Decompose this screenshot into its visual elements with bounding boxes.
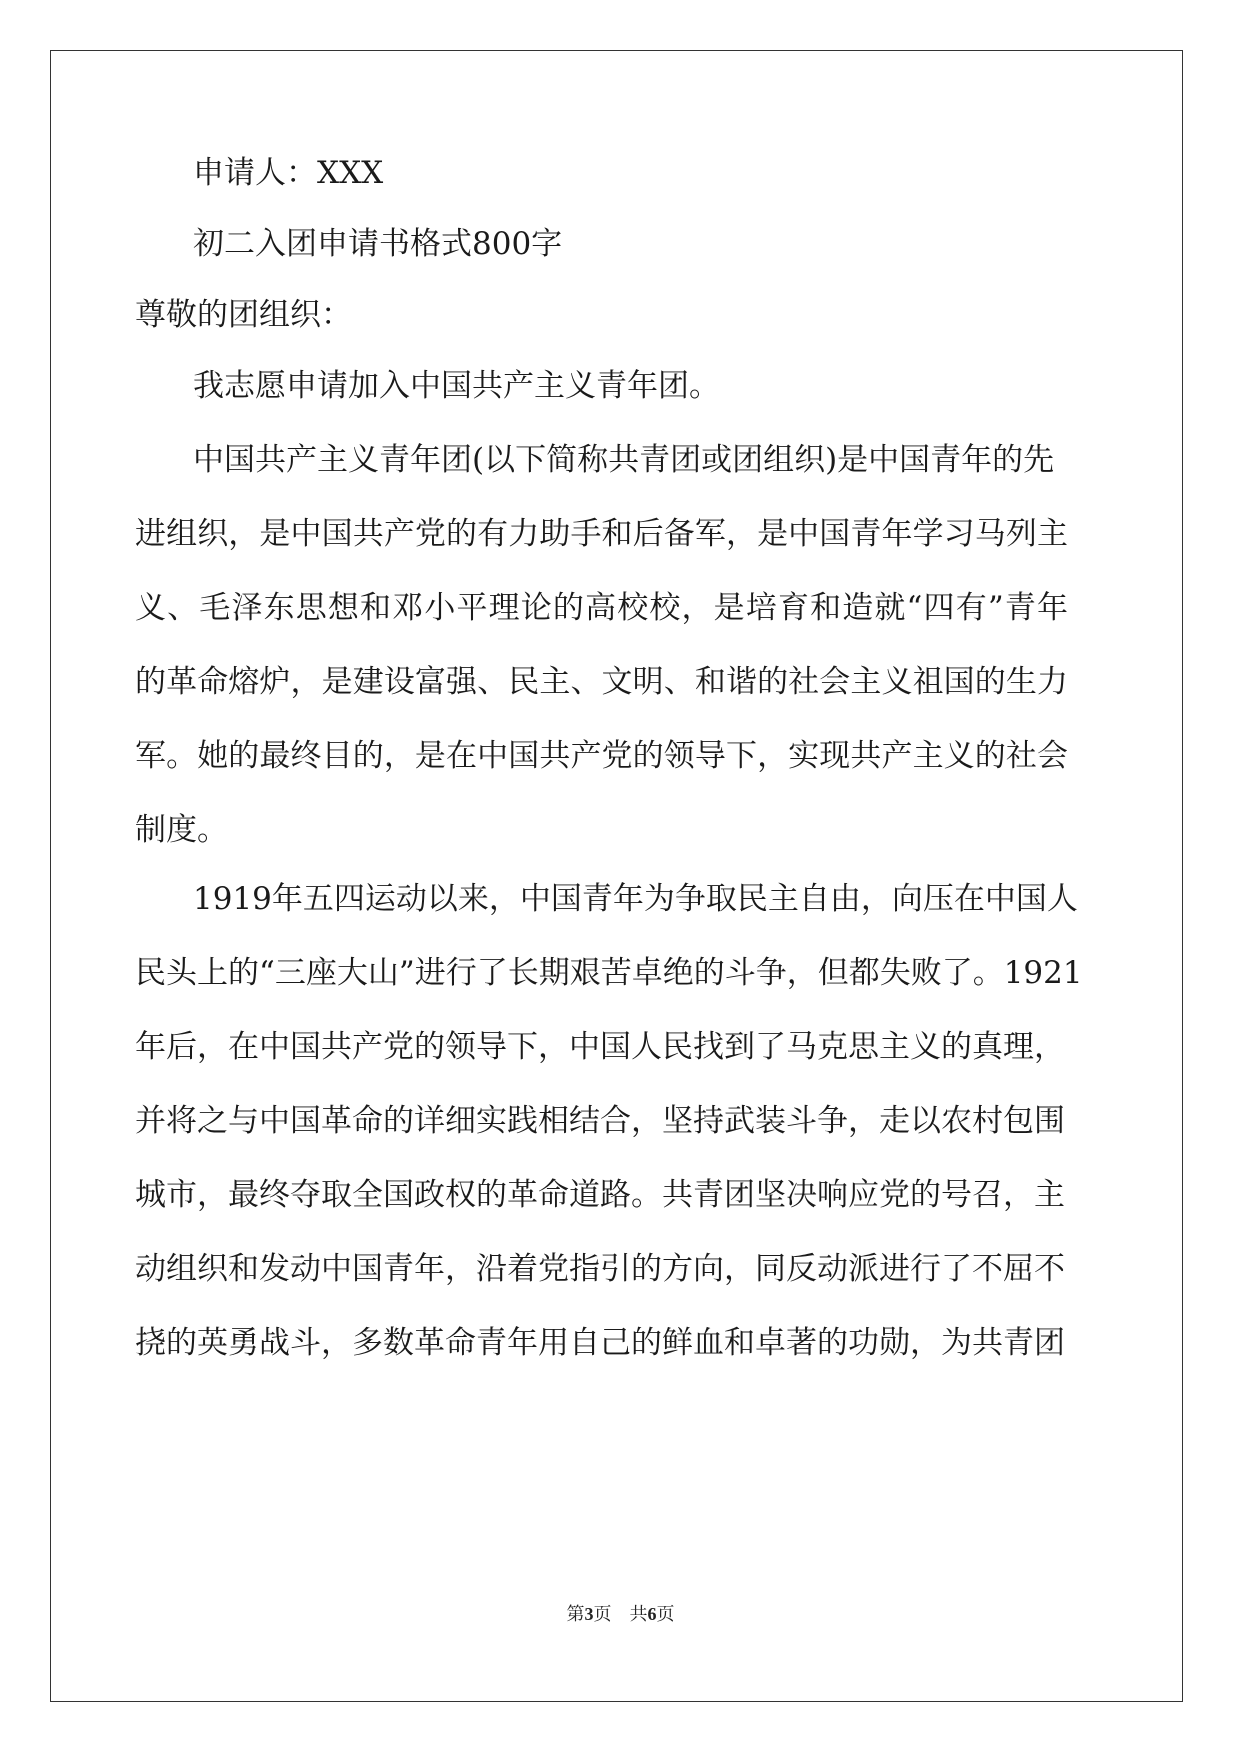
paragraph-line: 并将之与中国革命的详细实践相结合，坚持武装斗争，走以农村包围 [135,1103,1065,1139]
paragraph-line: 中国共产主义青年团(以下简称共青团或团组织)是中国青年的先 [193,442,1055,478]
applicant-line: 申请人：XXX [193,155,384,191]
total-suffix: 页 [656,1604,675,1624]
paragraph-line: 军。她的最终目的，是在中国共产党的领导下，实现共产主义的社会 [135,738,1068,774]
current-page-number: 3 [584,1604,594,1624]
page-prefix: 第 [566,1604,585,1624]
paragraph-line: 动组织和发动中国青年，沿着党指引的方向，同反动派进行了不屈不 [135,1251,1065,1287]
paragraph-line: 进组织，是中国共产党的有力助手和后备军，是中国青年学习马列主 [135,516,1068,552]
paragraph-line: 制度。 [135,812,228,848]
paragraph-line: 的革命熔炉，是建设富强、民主、文明、和谐的社会主义祖国的生力 [135,664,1068,700]
section-title: 初二入团申请书格式800字 [193,226,563,262]
total-pages-number: 6 [647,1604,657,1624]
paragraph-line: 民头上的“三座大山”进行了长期艰苦卓绝的斗争，但都失败了。1921 [135,955,1083,991]
page-footer [0,1602,1241,1626]
paragraph-line: 义、毛泽东思想和邓小平理论的高校校，是培育和造就“四有”青年 [135,590,1068,626]
paragraph-line: 城市，最终夺取全国政权的革命道路。共青团坚决响应党的号召，主 [135,1177,1065,1213]
paragraph-line: 1919年五四运动以来，中国青年为争取民主自由，向压在中国人 [193,881,1078,917]
paragraph-line: 年后，在中国共产党的领导下，中国人民找到了马克思主义的真理， [135,1029,1065,1065]
page-suffix: 页 [593,1604,612,1624]
total-prefix: 共 [629,1604,648,1624]
salutation: 尊敬的团组织： [135,297,352,333]
paragraph-line: 挠的英勇战斗，多数革命青年用自己的鲜血和卓著的功勋，为共青团 [135,1325,1065,1361]
paragraph-line: 我志愿申请加入中国共产主义青年团。 [193,368,720,404]
